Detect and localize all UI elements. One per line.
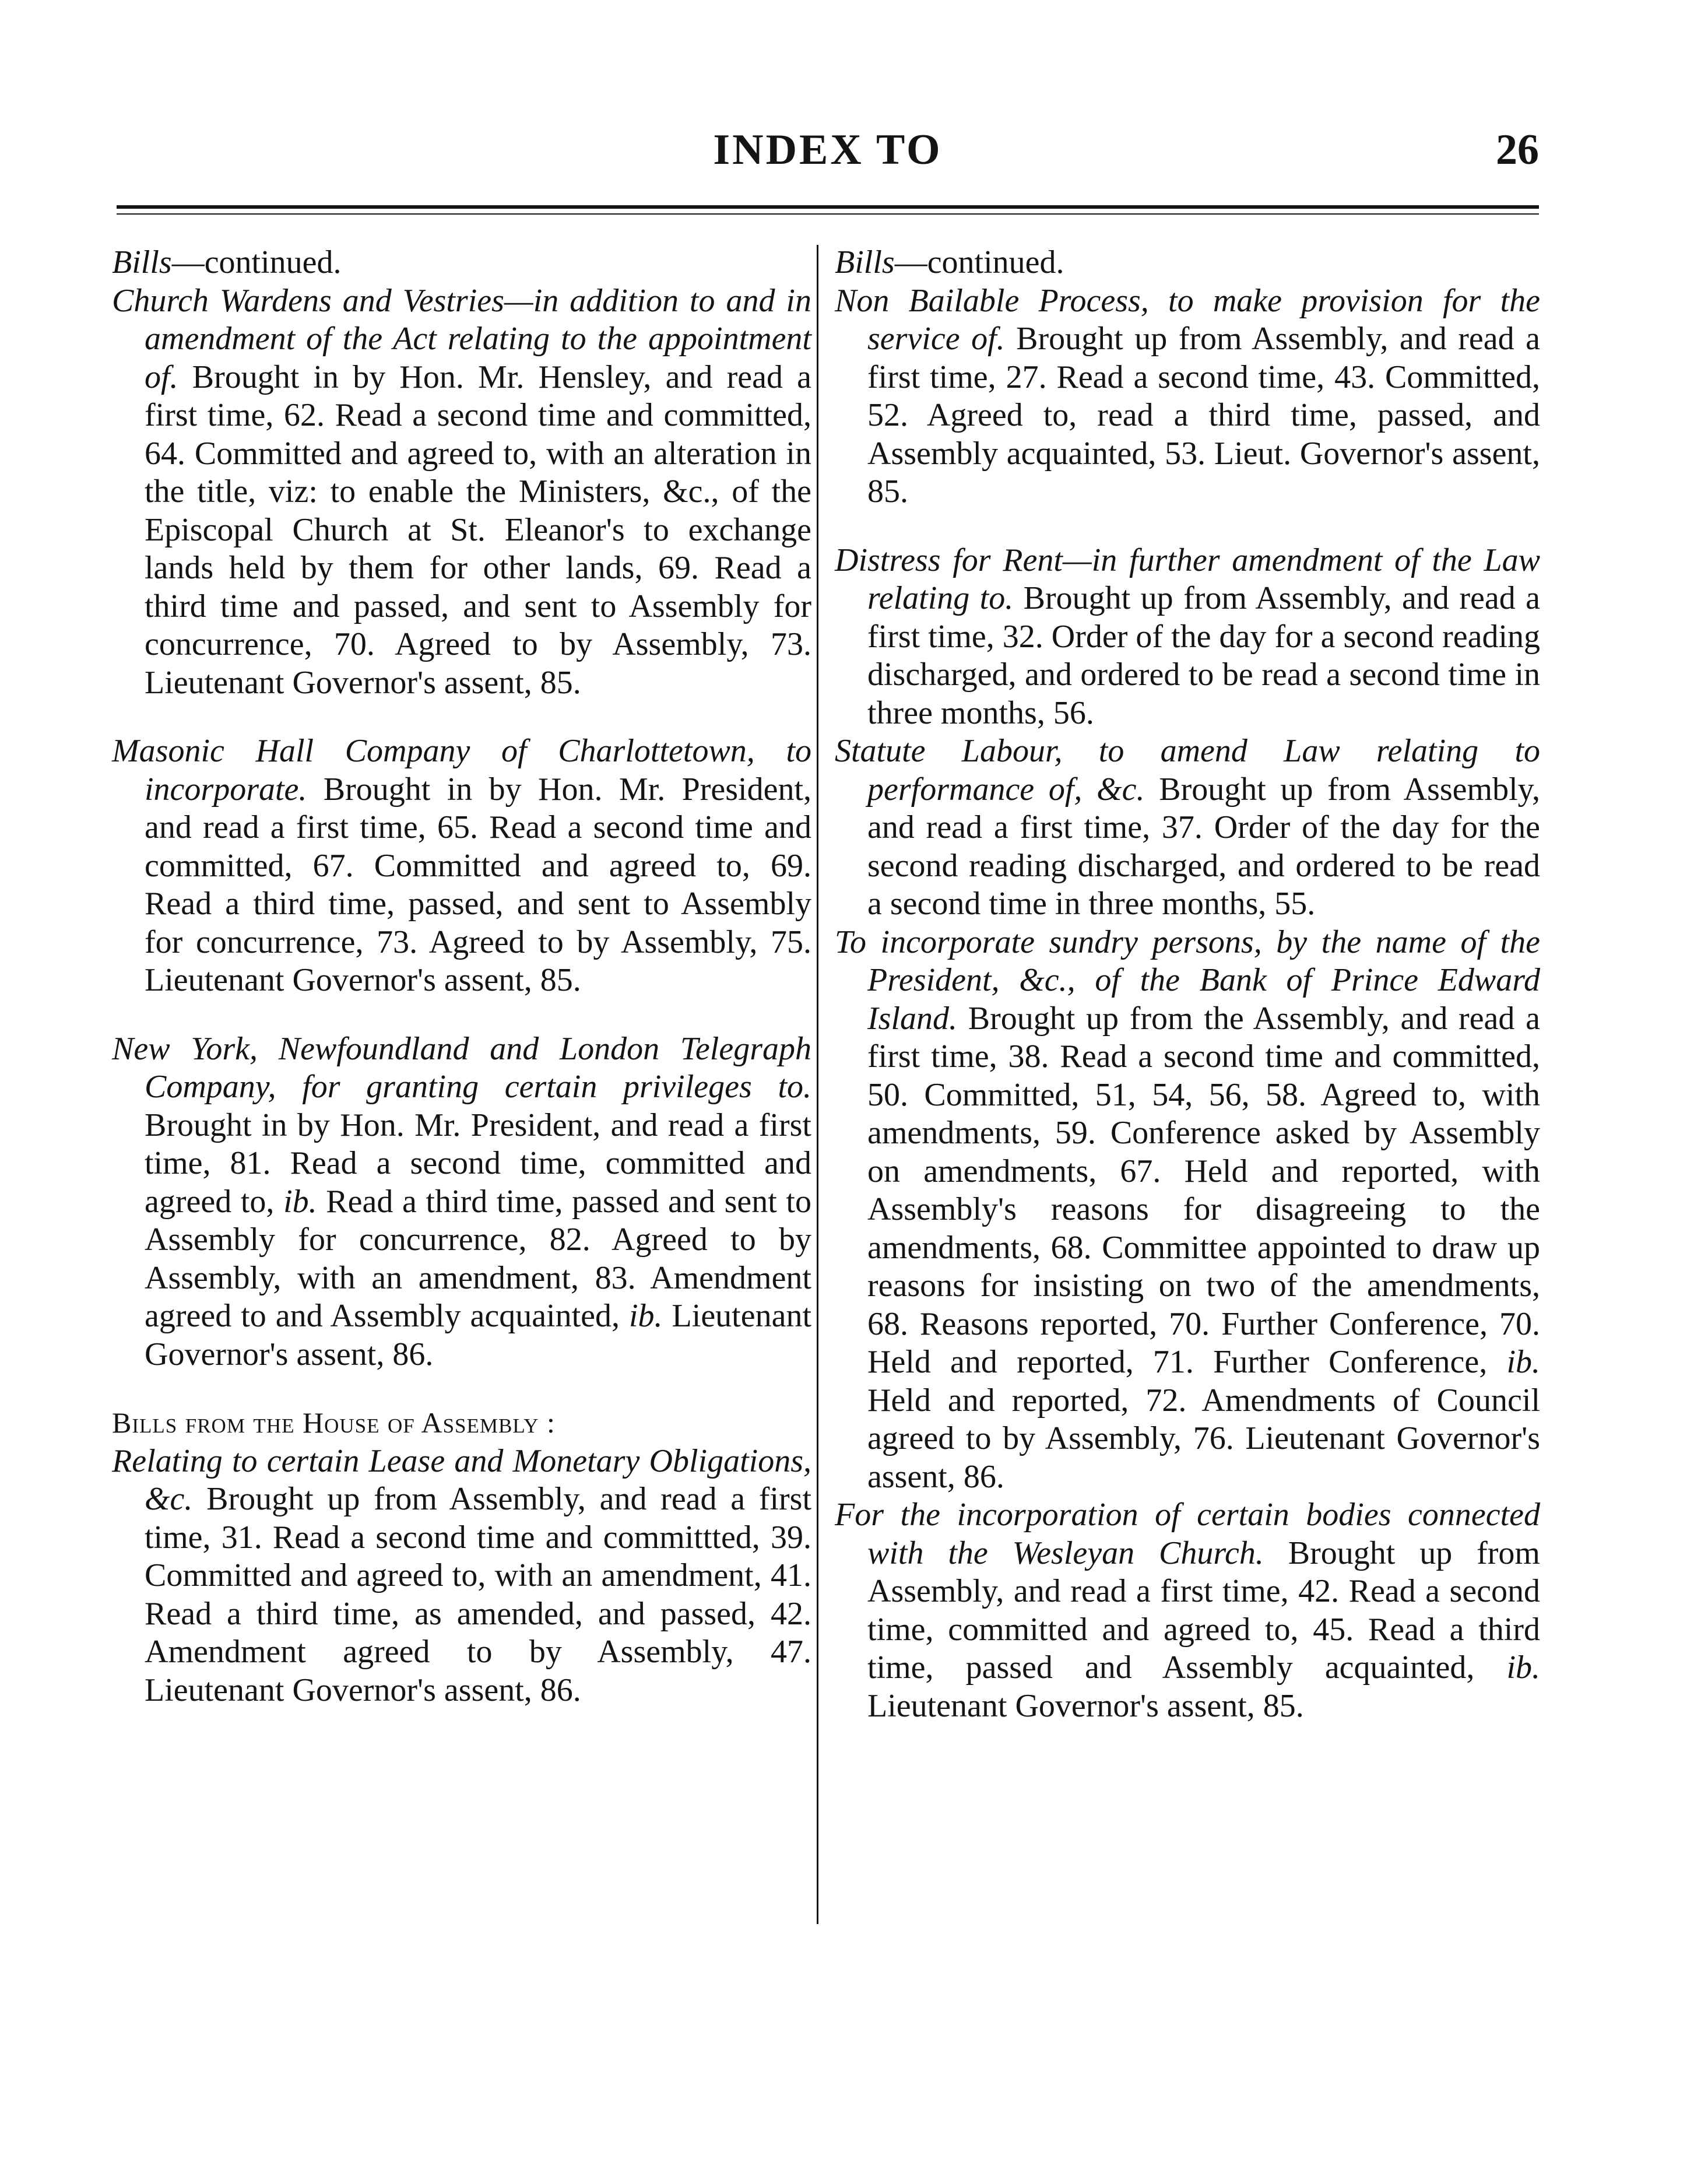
index-entry-telegraph-company bbox=[112, 1030, 811, 1374]
entry-title: For the incorporation of certain bodies connected with the Wesleyan Church. bbox=[835, 1497, 1540, 1571]
column-divider bbox=[817, 245, 818, 1924]
entry-text: Held and reported, 72. Amendments of Council agreed to by Assembly, 76. Lieutenant Governor's assent, 86. bbox=[867, 1382, 1540, 1495]
continued-heading-rest: —continued. bbox=[171, 244, 342, 280]
entry-text: Brought up from the Assembly, and read a first time, 38. Read a second time and committed, 50. Committed, 51, 54, 56, 58. Agreed to, with amendments, 59. Conference asked by Assembly on amendments, 67. Held and reported, with Assembly's reasons for disagreeing to the amendments, 68. Committee appointed to draw up reasons for insisting on two of the amendments, 68. Reasons reported, 70. Further Conference, 70. Held and reported, 71. Further Conference, bbox=[867, 1000, 1540, 1380]
entry-text: Lieutenant Governor's assent, 86. bbox=[145, 1298, 811, 1372]
entry-text: Read a third time, passed and sent to Assembly for concurrence, 82. Agreed to by Assembly, with an amendment, 83. Amendment agreed to and Assembly acquainted, bbox=[145, 1183, 811, 1334]
right-column bbox=[835, 244, 1540, 1725]
entry-title: New York, Newfoundland and London Telegraph Company, for granting certain privileges to. bbox=[112, 1030, 811, 1105]
entry-text: Brought up from Assembly, and read a first time, 31. Read a second time and committted, 39. Committed and agreed to, with an amendment, 41. Read a third time, as amended, and passed, 42. Amendment agreed to by Assembly, 47. Lieutenant Governor's assent, 86. bbox=[145, 1481, 811, 1708]
section-heading-bills-from-assembly: Bills from the House of Assembly : bbox=[112, 1406, 556, 1439]
continued-heading bbox=[112, 244, 811, 282]
page-header bbox=[117, 125, 1539, 189]
entry-text: Lieutenant Governor's assent, 85. bbox=[867, 1687, 1304, 1724]
index-entry-distress-for-rent bbox=[835, 542, 1540, 733]
entry-text: Brought up from Assembly, and read a first time, 37. Order of the day for the second reading discharged, and ordered to be read a second time in three months, 55. bbox=[867, 771, 1541, 922]
entry-text: Brought up from Assembly, and read a first time, 32. Order of the day for a second reading discharged, and ordered to be read a second time in three months, 56. bbox=[867, 580, 1540, 731]
continued-heading-italic: Bills bbox=[835, 244, 895, 280]
left-column bbox=[112, 244, 811, 1709]
index-entry-lease-obligations bbox=[112, 1442, 811, 1710]
entry-title: Church Wardens and Vestries—in addition to and in amendment of the Act relating to the appointment of. bbox=[112, 282, 811, 395]
ibid-marker: ib. bbox=[1506, 1649, 1540, 1686]
continued-heading-italic: Bills bbox=[112, 244, 172, 280]
entry-text: Brought in by Hon. Mr. President, and read a first time, 81. Read a second time, committed and agreed to, bbox=[145, 1107, 811, 1220]
page-title: INDEX TO bbox=[713, 126, 943, 174]
index-entry-wesleyan-church bbox=[835, 1496, 1540, 1725]
header-rule-thick bbox=[117, 205, 1539, 209]
entry-title: To incorporate sundry persons, by the name of the President, &c., of the Bank of Prince Edward Island. bbox=[835, 924, 1540, 1037]
entry-title: Non Bailable Process, to make provision for the service of. bbox=[835, 282, 1540, 357]
page-number: 26 bbox=[1496, 126, 1539, 174]
entry-title: Statute Labour, to amend Law relating to performance of, &c. bbox=[835, 733, 1540, 808]
index-entry-church-wardens bbox=[112, 282, 811, 703]
index-entry-bank-of-pei bbox=[835, 924, 1540, 1497]
index-entry-masonic-hall bbox=[112, 732, 811, 1000]
continued-heading-rest: —continued. bbox=[894, 244, 1064, 280]
entry-title: Distress for Rent—in further amendment of the Law relating to. bbox=[835, 542, 1540, 616]
index-entry-statute-labour bbox=[835, 732, 1540, 924]
continued-heading bbox=[835, 244, 1540, 282]
entry-text: Brought in by Hon. Mr. President, and read a first time, 65. Read a second time and committed, 67. Committed and agreed to, 69. Read a third time, passed, and sent to Assembly for concurrence, 73. Agreed to by Assembly, 75. Lieutenant Governor's assent, 85. bbox=[145, 771, 811, 998]
entry-title: Masonic Hall Company of Charlottetown, to incorporate. bbox=[112, 733, 811, 808]
entry-text: Brought in by Hon. Mr. Hensley, and read a first time, 62. Read a second time and committed, 64. Committed and agreed to, with an alteration in the title, viz: to enable the Ministers, &c., of the Episcopal Church at St. Eleanor's to exchange lands held by them for other lands, 69. Read a third time and passed, and sent to Assembly for concurrence, 70. Agreed to by Assembly, 73. Lieutenant Governor's assent, 85. bbox=[145, 359, 811, 701]
entry-text: Brought up from Assembly, and read a first time, 27. Read a second time, 43. Committed, 52. Agreed to, read a third time, passed, and Assembly acquainted, 53. Lieut. Governor's assent, 85. bbox=[867, 321, 1540, 510]
index-entry-non-bailable-process bbox=[835, 282, 1540, 511]
ibid-marker: ib. bbox=[283, 1183, 317, 1220]
ibid-marker: ib. bbox=[629, 1298, 663, 1334]
entry-title: Relating to certain Lease and Monetary Obligations, &c. bbox=[112, 1442, 811, 1517]
ibid-marker: ib. bbox=[1506, 1344, 1540, 1380]
entry-text: Brought up from Assembly, and read a first time, 42. Read a second time, committed and agreed to, 45. Read a third time, passed and Assembly acquainted, bbox=[867, 1535, 1540, 1686]
header-rule-thin bbox=[117, 213, 1539, 215]
